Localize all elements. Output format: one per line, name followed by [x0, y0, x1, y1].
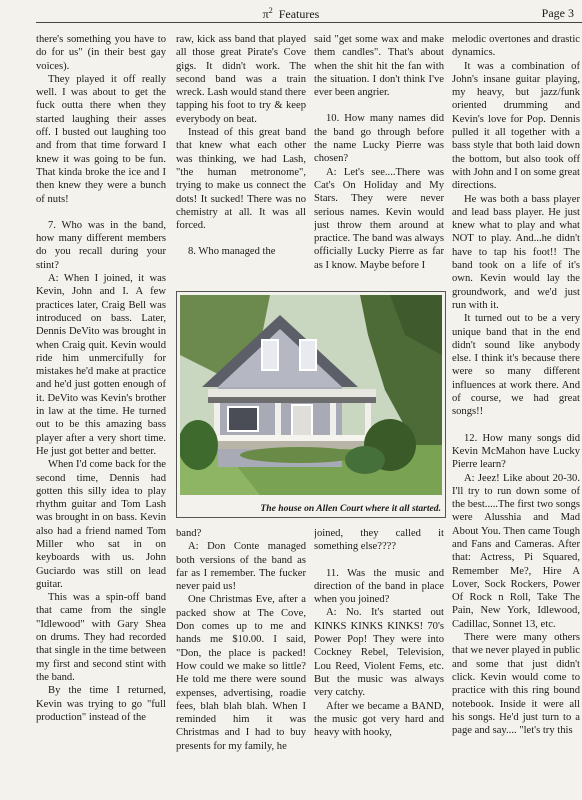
column-1: [36, 33, 166, 800]
paragraph: It turned out to be a very unique band that in the end didn't sound like anybody else. I think it's because there were so many different influences at work there. And of course, we had great songs!!: [452, 313, 580, 418]
paragraph: One Christmas Eve, after a packed show at The Cove, Don comes up to me and hands me $10.00. I said, "Don, the place is packed! How could we make so little? He told me there were sound expenses, advertising, roadie fees, blah blah blah. When I reminded him it was Christmas and I had to buy presents for my family, he: [176, 594, 306, 752]
column-4: [452, 33, 580, 800]
page-number: Page 3: [541, 6, 574, 20]
paragraph: A: Let's see....There was Cat's On Holiday and My Stars. They were never serious names. Kevin would just throw them around at practice. The band was always officially Lucky Pierre as far as I know. Maybe before I: [314, 166, 444, 271]
paragraph: A: Jeez! Like about 20-30. I'll try to run down some of the best.....The first two songs were Alusshia and Mad About You. Then came Tough and Fans and Cameras. After that: Actress, Pi Squared, Remember Me?, Hire A Lover, Sock Rockers, Power Of Rock n Roll, Take The Pain, New York, Idlewood, Cadillac, Sonnet 13, etc.: [452, 472, 580, 630]
paragraph: raw, kick ass band that played all those great Pirate's Cove gigs. It didn't work. The second band was a train wreck. Lash would stand there tapping his foot to try & keep everybody on beat.: [176, 34, 306, 125]
section-title: [0, 6, 582, 22]
paragraph: A: No. It's started out KINKS KINKS KINKS! 70's Power Pop! They were into Cockney Rebel, Television, Lou Reed, Violent Fems, etc. But the music was always very catchy.: [314, 607, 444, 699]
paragraph: When I'd come back for the second time, Dennis had gotten this silly idea to play rhythm guitar and Tom Lash was brought in on bass. Kevin also had a friend named Tom Miller who sat in on keyboards with us. John Guciardo was still on lead guitar.: [36, 459, 166, 590]
house-photo: [180, 295, 442, 495]
paragraph: Instead of this great band that knew what each other was thinking, we had Lash, "the human metronome", trying to make us connect the dots! It sucked! There was no chemistry at all. It was all forced.: [176, 127, 306, 232]
paragraph: 7. Who was in the band, how many different members do you recall during your stint?: [36, 219, 166, 271]
paragraph: After we became a BAND, the music got very hard and heavy with hooky,: [314, 700, 444, 739]
paragraph: there's something you have to do for us" (in their best gay voices).: [36, 34, 166, 72]
paragraph: They played it off really well. I was about to get the fuck outta there when they started laughing their asses off. I busted out laughing too and from that time forward I knew it was going to be fun. That kinda broke the ice and I then knew they were a bunch of nuts!: [36, 73, 166, 205]
page-header: [0, 0, 582, 28]
column-2-bottom: [176, 527, 306, 800]
paragraph: said "get some wax and make them candles". That's about when the shit hit the fan with the situation. I don't think I've ever been angrier.: [314, 34, 444, 99]
paragraph: 12. How many songs did Kevin McMahon have Lucky Pierre learn?: [452, 432, 580, 471]
paragraph: By the time I returned, Kevin was trying to go "full production" instead of the: [36, 685, 166, 723]
pi-symbol: π: [262, 7, 269, 21]
column-3-top: [314, 33, 444, 283]
header-rule: [36, 22, 582, 23]
house-photo-frame: [176, 291, 446, 518]
pi-superscript: 2: [268, 6, 273, 15]
paragraph: joined, they called it something else????: [314, 528, 444, 553]
photo-caption: The house on Allen Court where it all started.: [260, 503, 441, 514]
paragraph: There were many others that we never played in public and some that just didn't click. Kevin would come to practice with this ring bound notebook. Inside it were all his songs. He'd just turn to a page and say.... "let's try this: [452, 632, 580, 737]
paragraph: 8. Who managed the: [188, 246, 276, 258]
paragraph: band?: [176, 528, 202, 539]
paragraph: It was a combination of John's insane guitar playing, my heavy, but jazz/funk oriented drumming and Kevin's love for Pop. Dennis pulled it all together with a bass style that both laid down the bottom, but also took off with John and I on some great directions.: [452, 60, 580, 192]
column-2-top: [176, 33, 306, 283]
section-name: Features: [278, 7, 320, 21]
paragraph: 10. How many names did the band go through before the name Lucky Pierre was chosen?: [314, 113, 444, 165]
paragraph: 11. Was the music and direction of the band in place when you joined?: [314, 567, 444, 606]
paragraph: A: When I joined, it was Kevin, John and I. A few practices later, Craig Bell was introduced on bass. Later, Dennis DeVito was brought in when Craig quit. Kevin would ride him unmercifully for mistakes he'd make at practice and he'd just gotten enough of it. DeVito was Kevin's brother in law at the time. He turned out to be this amazing bass player after a very short time. He just got better and better.: [36, 273, 166, 457]
paragraph: He was both a bass player and lead bass player. He just knew what to play and what NOT to play. And...he didn't have to tap his foot!! The band took on a life of it's own. Kevin would lay the groundwork, and we'd just run with it.: [452, 193, 580, 311]
paragraph: A: Don Conte managed both versions of the band as far as I remember. The fucker never paid us!: [176, 541, 306, 593]
paragraph: This was a spin-off band that came from the single "Idlewood" with Gary Shea on drums. They had recorded that single in the time between my first and second stint with the band.: [36, 592, 166, 683]
column-3-bottom: [314, 527, 444, 800]
paragraph: melodic overtones and drastic dynamics.: [452, 34, 580, 59]
